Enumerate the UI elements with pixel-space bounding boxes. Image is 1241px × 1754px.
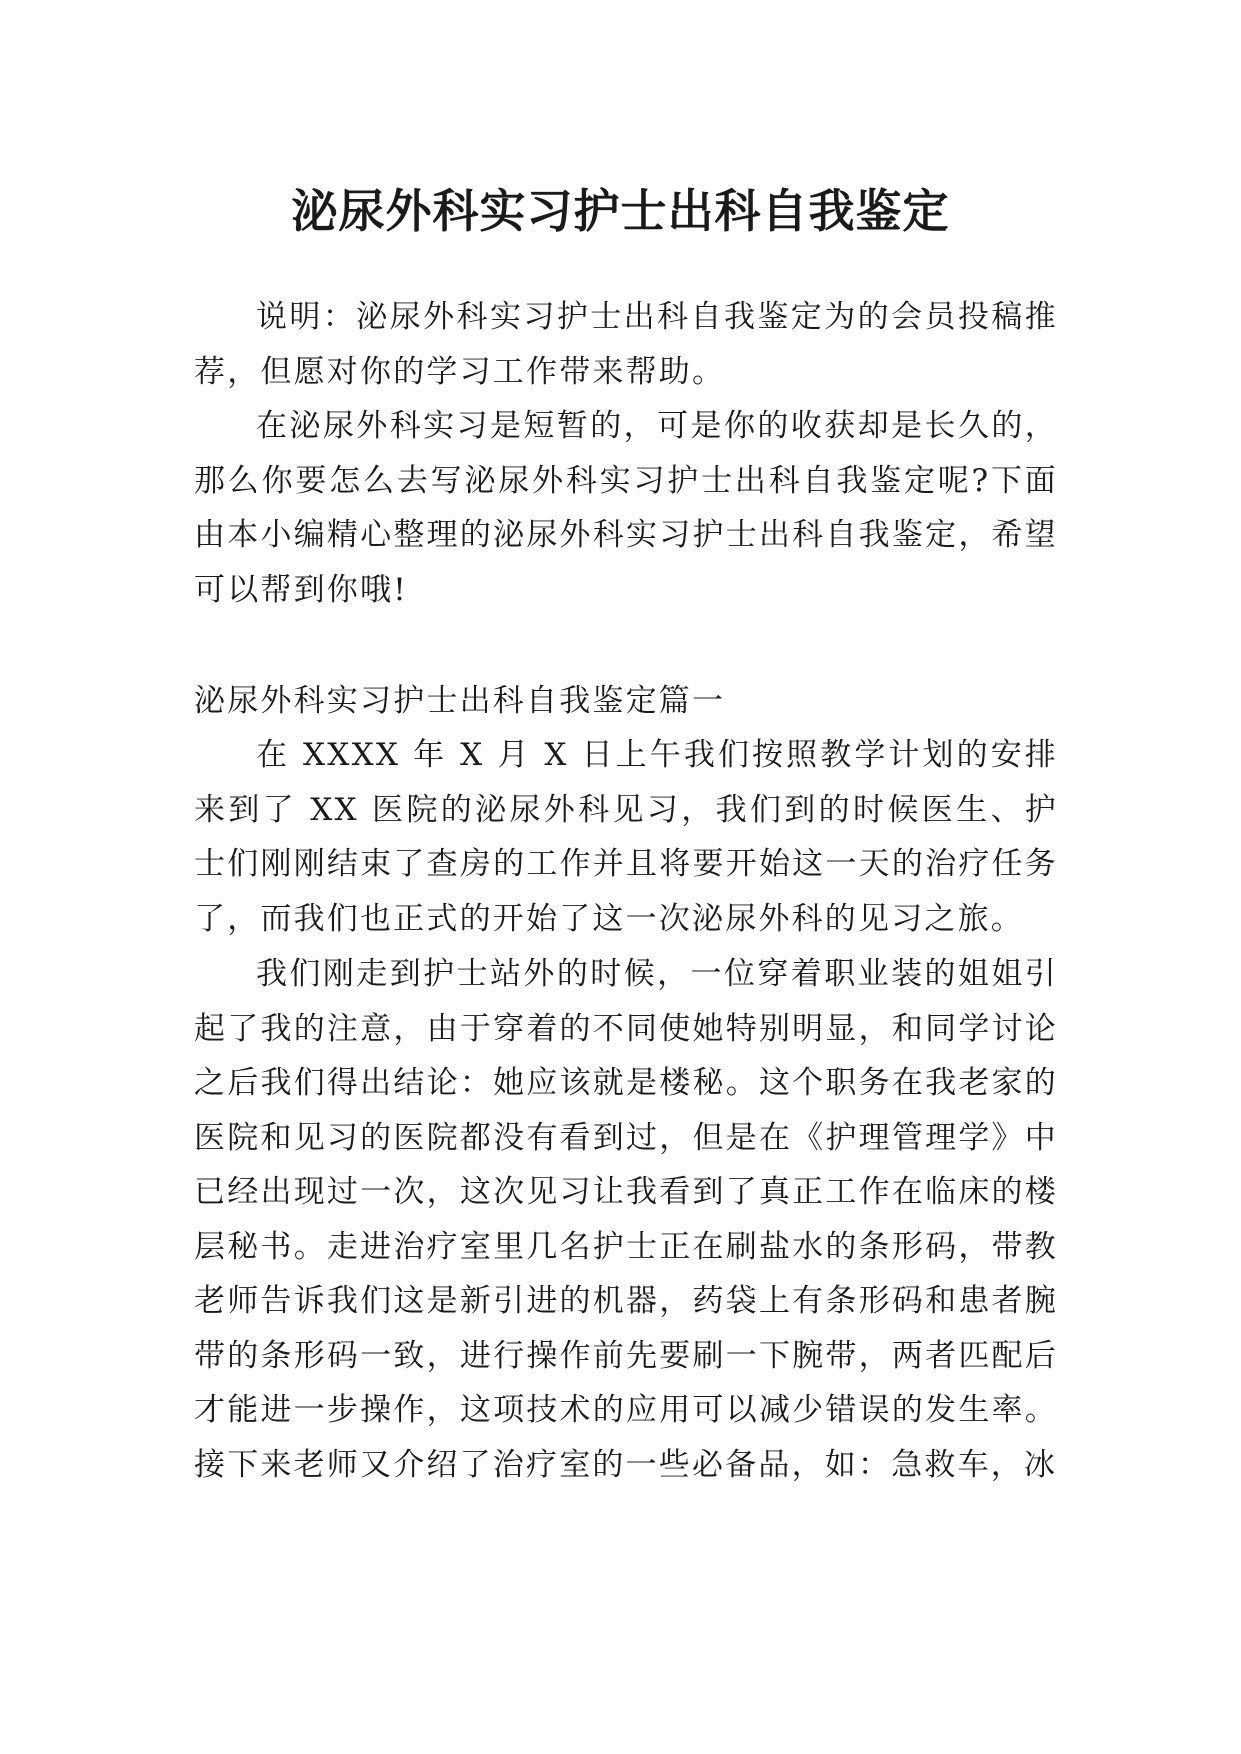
body-paragraph: 我们刚走到护士站外的时候，一位穿着职业装的姐姐引起了我的注意，由于穿着的不同使她特别明显，和同学讨论之后我们得出结论：她应该就是楼秘。这个职务在我老家的医院和见习的医院都没有看到过，但是在《护理管理学》中已经出现过一次，这次见习让我看到了真正工作在临床的楼层秘书。走进治疗室里几名护士正在刷盐水的条形码，带教老师告诉我们这是新引进的机器，药袋上有条形码和患者腕带的条形码一致，进行操作前先要刷一下腕带，两者匹配后才能进一步操作，这项技术的应用可以减少错误的发生率。接下来老师又介绍了治疗室的一些必备品，如：急救车，冰 (194, 956, 1058, 1483)
document-title: 泌尿外科实习护士出科自我鉴定 (291, 183, 950, 238)
intro-paragraph: 说明：泌尿外科实习护士出科自我鉴定为的会员投稿推荐，但愿对你的学习工作带来帮助。 (194, 299, 1058, 390)
body-paragraph: 在 XXXX 年 X 月 X 日上午我们按照教学计划的安排来到了 XX 医院的泌尿外科见习，我们到的时候医生、护士们刚刚结束了查房的工作并且将要开始这一天的治疗任务了，而我们也正式的开始了这一次泌尿外科的见习之旅。 (194, 737, 1058, 937)
section-heading: 泌尿外科实习护士出科自我鉴定篇一 (194, 683, 726, 719)
lead-paragraph: 在泌尿外科实习是短暂的，可是你的收获却是长久的，那么你要怎么去写泌尿外科实习护士出科自我鉴定呢?下面由本小编精心整理的泌尿外科实习护士出科自我鉴定，希望可以帮到你哦! (194, 408, 1058, 608)
